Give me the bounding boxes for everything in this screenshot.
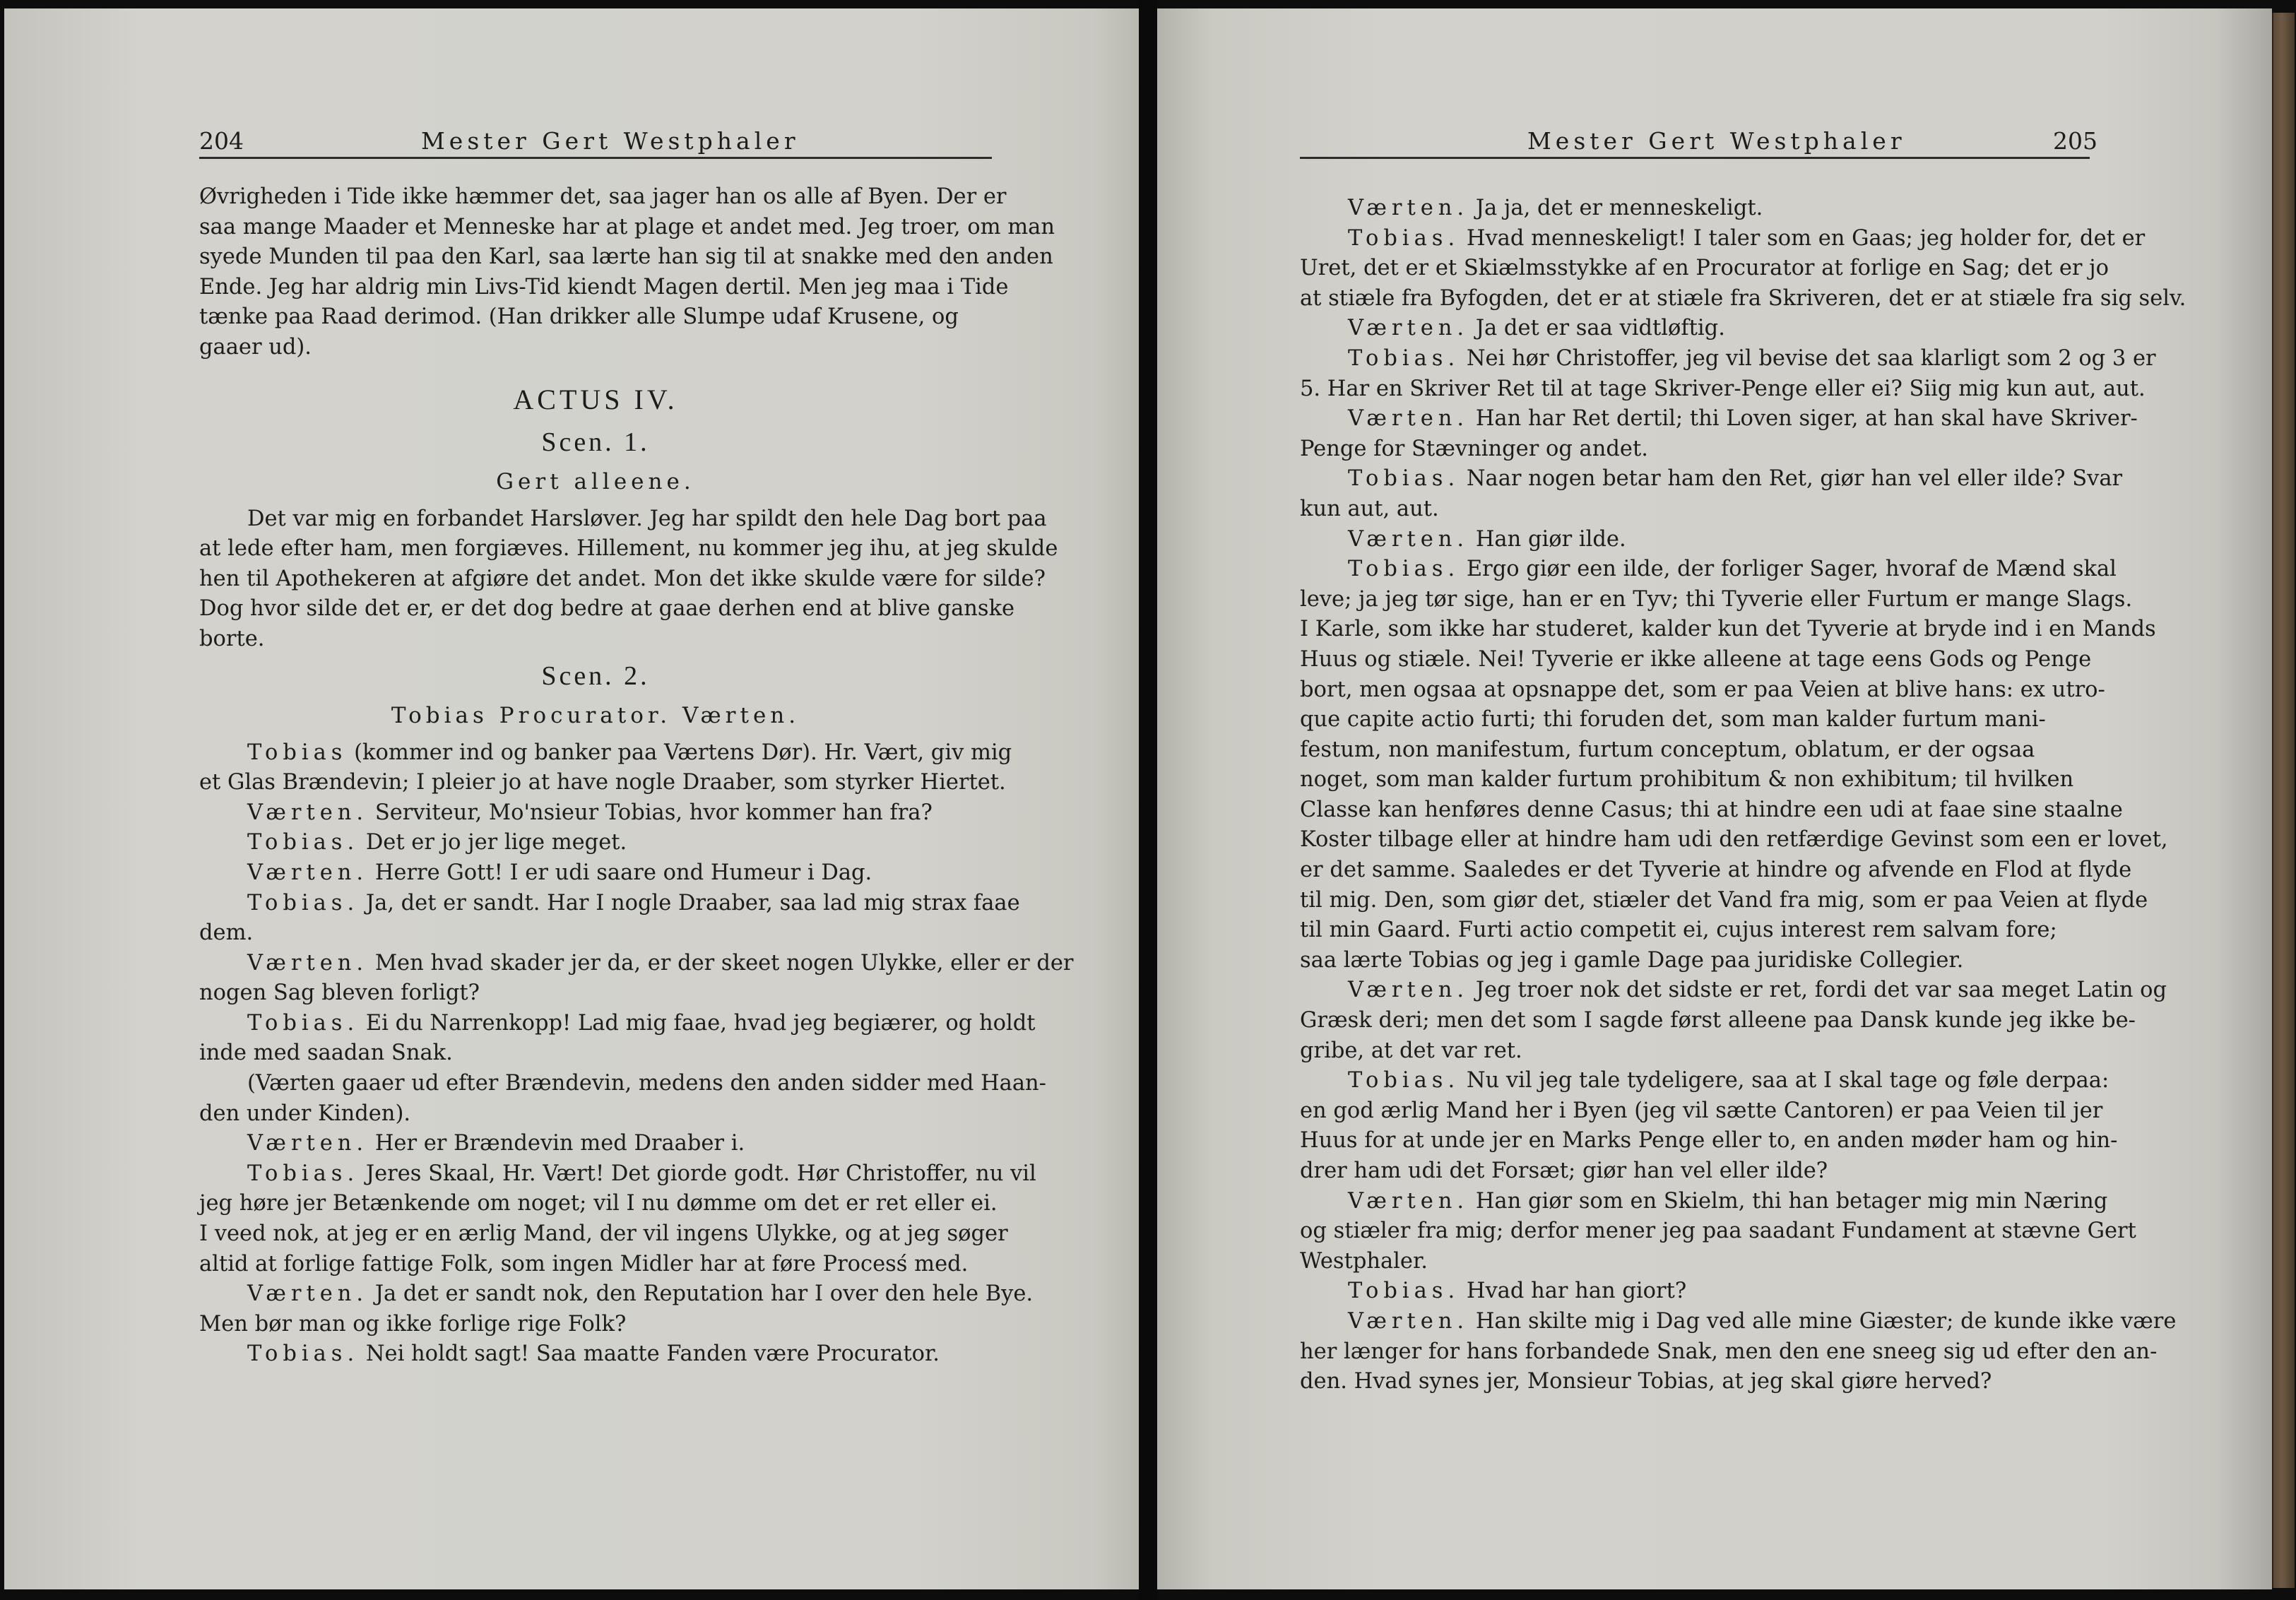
dialogue-line: [199, 1038, 992, 1069]
line-text: I Karle, som ikke har studeret, kalder kun det Tyverie at bryde ind i en Mands: [1300, 617, 2156, 642]
dialogue-line: [199, 768, 1006, 798]
text-line: tænke paa Raad derimod. (Han drikker alle Slumpe udaf Krusene, og: [199, 304, 959, 330]
text-line: Øvrigheden i Tide ikke hæmmer det, saa jager han os alle af Byen. Der er: [199, 184, 1007, 209]
line-text: Huus for at unde jer en Marks Penge eller to, en anden møder ham og hin-: [1300, 1128, 2118, 1154]
line-text: at stiæle fra Byfogden, det er at stiæle fra Skriveren, det er at stiæle fra sig selv.: [1300, 285, 2186, 311]
speaker-name: Tobias.: [1348, 557, 1460, 582]
dialogue-line: [199, 1279, 1034, 1310]
dialogue-line: [199, 889, 1020, 919]
line-text: Han giør som en Skielm, thi han betager mig min Næring: [1469, 1188, 2108, 1214]
dialogue-line: [1300, 855, 2132, 886]
line-text: Han giør ilde.: [1469, 526, 1626, 552]
dialogue-line: [1300, 224, 2146, 254]
dialogue-line: [1300, 675, 2105, 706]
dialogue-line: [1300, 645, 2090, 675]
line-text: Serviteur, Mo'nsieur Tobias, hvor kommer han fra?: [368, 800, 933, 825]
speaker-name: Tobias.: [1348, 345, 1460, 371]
dialogue: [1300, 194, 2186, 1397]
dialogue-line: [1300, 735, 2090, 766]
speaker-name: Tobias.: [247, 1161, 360, 1186]
line-text: Jeres Skaal, Hr. Vært! Det giorde godt. Hør Christoffer, nu vil: [359, 1161, 1036, 1186]
line-text: bort, men ogsaa at opsnappe det, som er paa Veien at blive hans: ex utro-: [1300, 677, 2105, 702]
dialogue-line: [1300, 1066, 2109, 1096]
dialogue-line: [1300, 886, 2148, 916]
line-text: og stiæler fra mig; derfor mener jeg paa saadant Fundament at stævne Gert: [1300, 1219, 2136, 1244]
dialogue-line: [1300, 765, 2090, 795]
dialogue-line: [199, 1310, 992, 1340]
speaker-name: Tobias.: [1348, 1279, 1460, 1304]
dialogue-line: [1300, 1307, 2177, 1337]
dialogue-line: [199, 1189, 998, 1219]
dialogue-line: [1300, 434, 2090, 465]
left-page: [4, 8, 1139, 1589]
line-text: Ergo giør een ilde, der forliger Sager, hvoraf de Mænd skal: [1460, 557, 2117, 582]
speaker-name: Værten.: [1348, 406, 1469, 432]
scene-cast: Tobias Procurator. Værten.: [391, 702, 800, 728]
line-text: Nu vil jeg tale tydeligere, saa at I skal tage og føle derpaa:: [1460, 1068, 2109, 1094]
speaker-name: Værten.: [1348, 196, 1469, 220]
text-line: syede Munden til paa den Karl, saa lærte han sig til at snakke med den anden: [199, 244, 1053, 270]
dialogue-line: [1300, 525, 2090, 555]
speaker-name: Værten.: [1348, 526, 1469, 552]
speaker-name: Tobias.: [247, 1010, 360, 1036]
dialogue-line: [199, 1069, 1046, 1099]
dialogue-line: [199, 1129, 992, 1159]
line-text: Uret, det er et Skiælmsstykke af en Procurator at forlige en Sag; det er jo: [1300, 256, 2109, 281]
dialogue-line: [199, 949, 1074, 979]
speaker-name: Tobias: [247, 740, 348, 765]
dialogue-line: [1300, 344, 2156, 374]
text-line: saa mange Maader et Menneske har at plage et andet med. Jeg troer, om man: [199, 214, 1055, 239]
header-rule: [1300, 157, 2090, 159]
line-text: kun aut, aut.: [1300, 496, 1439, 521]
speaker-name: Værten.: [247, 860, 369, 885]
dialogue-line: [199, 918, 992, 949]
speaker-name: Værten.: [247, 1281, 369, 1307]
book-gutter: [1139, 0, 1157, 1600]
dialogue-line: [199, 858, 992, 889]
line-text: dem.: [199, 920, 254, 946]
line-text: Nei hør Christoffer, jeg vil bevise det saa klarligt som 2 og 3 er: [1460, 345, 2156, 371]
dialogue-line: [1300, 1187, 2108, 1217]
speaker-name: Værten.: [247, 800, 369, 825]
dialogue-line: [1300, 254, 2109, 284]
dialogue-line: [199, 798, 992, 829]
line-text: saa lærte Tobias og jeg i gamle Dage paa juridiske Collegier.: [1300, 947, 1964, 973]
line-text: Koster tilbage eller at hindre ham udi den retfærdige Gevinst som een er lovet,: [1300, 827, 2168, 853]
page-number: 204: [199, 127, 244, 155]
dialogue-line: [1300, 374, 2146, 405]
dialogue-line: [1300, 1036, 2090, 1067]
dialogue-line: [199, 1099, 992, 1130]
line-text: drer ham udi det Forsæt; giør han vel eller ilde?: [1300, 1158, 1828, 1183]
line-text: Det er jo jer lige meget.: [359, 830, 627, 855]
line-text: Ja det er saa vidtløftig.: [1469, 316, 1725, 341]
line-text: Ja det er sandt nok, den Reputation har I over den hele Bye.: [368, 1281, 1034, 1307]
page-number: 205: [2053, 127, 2097, 155]
dialogue-line: [1300, 1156, 2090, 1187]
dialogue-line: [1300, 314, 2090, 344]
line-text: inde med saadan Snak.: [199, 1041, 453, 1066]
speaker-name: Værten.: [247, 1131, 369, 1156]
speaker-name: Værten.: [1348, 1188, 1469, 1214]
line-text: Huus og stiæle. Nei! Tyverie er ikke alleene at tage eens Gods og Penge: [1300, 646, 2092, 672]
dialogue-line: [1300, 976, 2167, 1006]
line-text: Naar nogen betar ham den Ret, giør han vel eller ilde? Svar: [1460, 466, 2123, 492]
line-text: Ja ja, det er menneskeligt.: [1469, 196, 1763, 220]
dialogue-line: [1300, 705, 2090, 735]
dialogue-line: [1300, 615, 2156, 645]
dialogue-line: [1300, 1006, 2136, 1036]
line-text: her længer for hans forbandede Snak, men den ene sneeg sig ud efter den an-: [1300, 1339, 2158, 1364]
dialogue-line: [199, 1009, 1036, 1039]
intro-paragraph: [199, 182, 1055, 363]
line-text: gribe, at det var ret.: [1300, 1038, 1522, 1063]
scene-heading: Scen. 1.: [541, 427, 650, 457]
line-text: Ja, det er sandt. Har I nogle Draaber, saa lad mig strax faae: [359, 890, 1020, 915]
speaker-name: Tobias.: [247, 1341, 360, 1367]
dialogue-line: [1300, 404, 2138, 434]
speaker-name: Værten.: [1348, 1308, 1469, 1334]
dialogue-line: [199, 1159, 1036, 1190]
line-text: et Glas Brændevin; I pleier jo at have nogle Draaber, som styrker Hiertet.: [199, 770, 1006, 795]
text-line: Dog hvor silde det er, er det dog bedre at gaae derhen end at blive ganske: [199, 596, 1015, 622]
running-head: Mester Gert Westphaler: [1527, 127, 1906, 155]
line-text: que capite actio furti; thi foruden det, som man kalder furtum mani-: [1300, 707, 2046, 733]
dialogue-line: [1300, 555, 2117, 585]
dialogue-line: [199, 1219, 1008, 1250]
speaker-name: Tobias.: [247, 830, 360, 855]
line-text: noget, som man kalder furtum prohibitum & non exhibitum; til hvilken: [1300, 767, 2074, 793]
book-cover-edge: [2272, 13, 2295, 1588]
act-heading: ACTUS IV.: [513, 383, 678, 415]
scene1-paragraph: [199, 504, 1058, 655]
line-text: er det samme. Saaledes er det Tyverie at hindre og afvende en Flod at flyde: [1300, 858, 2132, 883]
speaker-name: Værten.: [1348, 316, 1469, 341]
line-text: festum, non manifestum, furtum conceptum, oblatum, er der ogsaa: [1300, 737, 2035, 762]
dialogue-line: [199, 1250, 992, 1280]
running-head: Mester Gert Westphaler: [421, 127, 800, 155]
scene-cast: Gert alleene.: [496, 468, 695, 494]
dialogue-line: [1300, 494, 2090, 525]
dialogue-line: [1300, 1096, 2103, 1127]
line-text: Men hvad skader jer da, er der skeet nogen Ulykke, eller er der: [368, 950, 1074, 976]
dialogue-line: [1300, 585, 2133, 615]
dialogue-line: [1300, 946, 2090, 976]
line-text: Penge for Stævninger og andet.: [1300, 436, 1648, 461]
line-text: Græsk deri; men det som I sagde først alleene paa Dansk kunde jeg ikke be-: [1300, 1008, 2136, 1033]
dialogue-line: [1300, 1247, 2090, 1277]
line-text: den under Kinden).: [199, 1101, 411, 1126]
dialogue-line: [1300, 1126, 2118, 1156]
line-text: Her er Brændevin med Draaber i.: [368, 1131, 745, 1156]
line-text: Hvad har han giort?: [1460, 1279, 1687, 1304]
dialogue-line: [199, 828, 992, 858]
line-text: I veed nok, at jeg er en ærlig Mand, der vil ingens Ulykke, og at jeg søger: [199, 1221, 1008, 1247]
text-line: gaaer ud).: [199, 334, 312, 360]
dialogue-line: [199, 738, 1012, 769]
line-text: (kommer ind og banker paa Værtens Dør). Hr. Vært, giv mig: [347, 740, 1012, 765]
line-text: Han har Ret dertil; thi Loven siger, at han skal have Skriver-: [1469, 406, 2138, 432]
line-text: leve; ja jeg tør sige, han er en Tyv; thi Tyverie eller Furtum er mange Slags.: [1300, 586, 2133, 612]
text-line: Det var mig en forbandet Harsløver. Jeg har spildt den hele Dag bort paa: [247, 506, 1047, 531]
dialogue-line: [1300, 464, 2123, 494]
line-text: til min Gaard. Furti actio competit ei, cujus interest rem salvam fore;: [1300, 918, 2057, 943]
right-page: [1157, 8, 2272, 1589]
text-line: Ende. Jeg har aldrig min Livs-Tid kiendt Magen dertil. Men jeg maa i Tide: [199, 274, 1009, 300]
dialogue-line: [1300, 795, 2123, 826]
line-text: altid at forlige fattige Folk, som ingen Midler har at føre Procesś med.: [199, 1251, 969, 1276]
line-text: Han skilte mig i Dag ved alle mine Giæster; de kunde ikke være: [1469, 1308, 2177, 1334]
line-text: til mig. Den, som giør det, stiæler det Vand fra mig, som er paa Veien at flyde: [1300, 887, 2148, 913]
text-line: at lede efter ham, men forgiæves. Hillement, nu kommer jeg ihu, at jeg skulde: [199, 536, 1058, 562]
speaker-name: Tobias.: [1348, 1068, 1460, 1094]
line-text: Jeg troer nok det sidste er ret, fordi det var saa meget Latin og: [1469, 978, 2167, 1003]
line-text: jeg høre jer Betænkende om noget; vil I nu dømme om det er ret eller ei.: [199, 1191, 998, 1216]
line-text: Classe kan henføres denne Casus; thi at hindre een udi at faae sine staalne: [1300, 797, 2123, 822]
left-text-block: [199, 182, 1074, 1370]
line-text: en god ærlig Mand her i Byen (jeg vil sætte Cantoren) er paa Veien til jer: [1300, 1098, 2103, 1123]
dialogue-line: [1300, 284, 2186, 314]
dialogue-line: [1300, 825, 2168, 855]
text-line: borte.: [199, 626, 265, 651]
speaker-name: Værten.: [1348, 978, 1469, 1003]
line-text: Men bør man og ikke forlige rige Folk?: [199, 1311, 627, 1337]
scene2-dialogue: [199, 738, 1074, 1370]
speaker-name: Værten.: [247, 950, 369, 976]
line-text: Westphaler.: [1300, 1248, 1428, 1274]
dialogue-line: [1300, 1367, 2090, 1397]
speaker-name: Tobias.: [1348, 225, 1460, 251]
speaker-name: Tobias.: [1348, 466, 1460, 492]
line-text: Ei du Narrenkopp! Lad mig faae, hvad jeg begiærer, og holdt: [359, 1010, 1036, 1036]
right-text-block: [1300, 194, 2186, 1397]
speaker-name: Tobias.: [247, 890, 360, 915]
line-text: 5. Har en Skriver Ret til at tage Skriver-Penge eller ei? Siig mig kun aut, aut.: [1300, 376, 2146, 401]
line-text: Nei holdt sagt! Saa maatte Fanden være Procurator.: [359, 1341, 940, 1367]
dialogue-line: [199, 978, 992, 1009]
dialogue-line: [1300, 915, 2090, 946]
dialogue-line: [1300, 194, 2090, 224]
line-text: nogen Sag bleven forligt?: [199, 980, 480, 1006]
dialogue-line: [1300, 1337, 2158, 1368]
line-text: Hvad menneskeligt! I taler som en Gaas; jeg holder for, det er: [1460, 225, 2146, 251]
dialogue-line: [1300, 1276, 2090, 1307]
scene-heading: Scen. 2.: [541, 660, 650, 691]
text-line: hen til Apothekeren at afgiøre det andet. Mon det ikke skulde være for silde?: [199, 566, 1046, 591]
header-rule: [199, 157, 992, 159]
dialogue-line: [199, 1339, 992, 1370]
line-text: (Værten gaaer ud efter Brændevin, medens den anden sidder med Haan-: [247, 1071, 1046, 1096]
dialogue-line: [1300, 1216, 2136, 1247]
line-text: den. Hvad synes jer, Monsieur Tobias, at jeg skal giøre herved?: [1300, 1369, 1992, 1394]
line-text: Herre Gott! I er udi saare ond Humeur i Dag.: [368, 860, 872, 885]
